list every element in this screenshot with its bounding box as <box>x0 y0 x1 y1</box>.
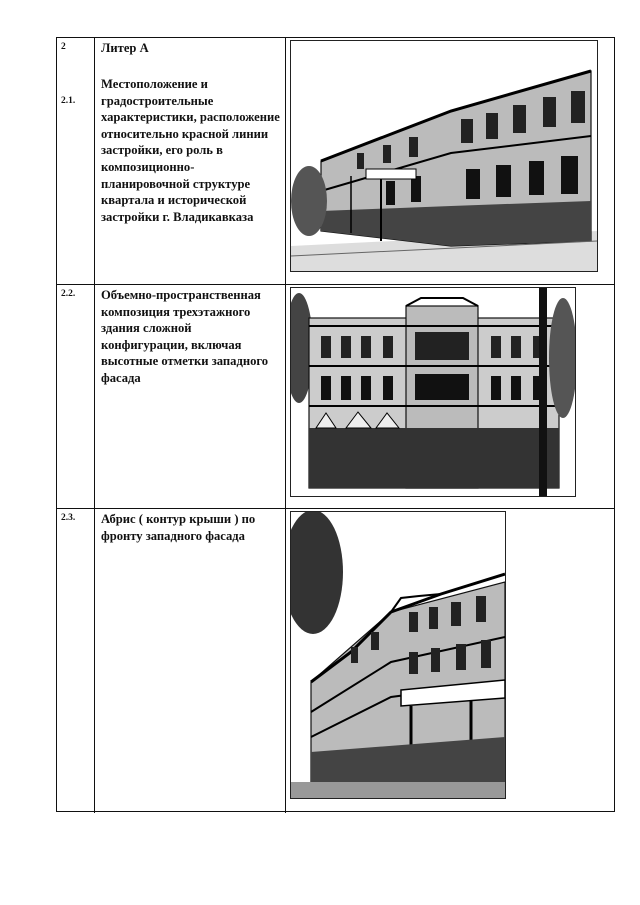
number-cell <box>57 38 95 284</box>
table-row <box>57 508 614 813</box>
item-description: Объемно-пространственная композиция трехэтажного здания сложной конфигурации, включая высотные отметки западного фасада <box>101 288 269 385</box>
item-number: 2.3. <box>61 513 76 523</box>
item-number: 2.2. <box>61 289 76 299</box>
description-cell <box>95 509 286 813</box>
building-front-facade-photo <box>290 287 576 497</box>
item-number: 2.1. <box>61 96 76 106</box>
number-cell <box>57 509 95 813</box>
description-cell <box>95 285 286 508</box>
table-row <box>57 38 614 284</box>
photo-cell <box>286 509 614 813</box>
section-number: 2 <box>61 42 66 52</box>
building-street-view-photo <box>290 40 598 272</box>
item-description: Абрис ( контур крыши ) по фронту западного фасада <box>101 512 256 543</box>
building-roof-outline-photo <box>290 511 506 799</box>
table-row <box>57 284 614 508</box>
number-cell <box>57 285 95 508</box>
item-description: Местоположение и градостроительные характеристики, расположение относительно красной линии застройки, его роль в композиционно-планировочной структуре квартала и исторической застройки г. Владикавказа <box>101 77 280 224</box>
photo-cell <box>286 38 614 284</box>
section-title: Литер А <box>101 41 149 55</box>
description-table <box>56 37 615 812</box>
photo-cell <box>286 285 614 508</box>
description-cell <box>95 38 286 284</box>
